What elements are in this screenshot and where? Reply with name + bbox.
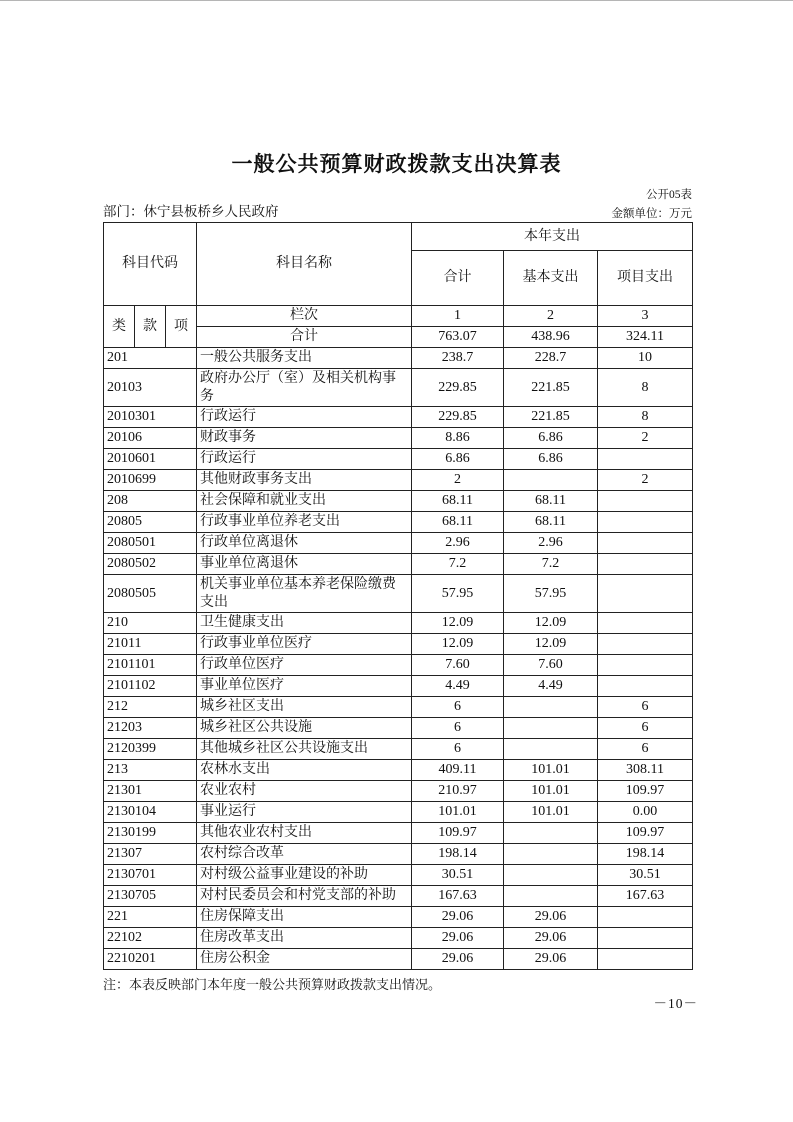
table-body bbox=[104, 348, 693, 970]
header-class: 类 bbox=[104, 306, 135, 348]
table-row bbox=[104, 907, 693, 928]
row-basic-cell bbox=[504, 823, 598, 844]
table-row bbox=[104, 655, 693, 676]
row-code-cell: 221 bbox=[104, 907, 197, 928]
row-basic-cell: 4.49 bbox=[504, 676, 598, 697]
row-name-cell: 住房保障支出 bbox=[197, 907, 412, 928]
row-code-cell: 20805 bbox=[104, 512, 197, 533]
row-total-cell: 229.85 bbox=[412, 407, 504, 428]
header-row-columns bbox=[104, 306, 693, 327]
table-row bbox=[104, 886, 693, 907]
row-name-cell: 城乡社区公共设施 bbox=[197, 718, 412, 739]
row-project-cell bbox=[598, 907, 693, 928]
row-project-cell bbox=[598, 449, 693, 470]
row-code-cell: 2080505 bbox=[104, 575, 197, 613]
header-basic: 基本支出 bbox=[504, 251, 598, 306]
row-name-cell: 农林水支出 bbox=[197, 760, 412, 781]
row-basic-cell: 7.60 bbox=[504, 655, 598, 676]
page-title: 一般公共预算财政拨款支出决算表 bbox=[231, 152, 562, 176]
row-total-cell: 4.49 bbox=[412, 676, 504, 697]
row-basic-cell bbox=[504, 718, 598, 739]
header-row-group-1 bbox=[104, 223, 693, 251]
row-project-cell: 8 bbox=[598, 407, 693, 428]
row-total-cell: 229.85 bbox=[412, 369, 504, 407]
row-code-cell: 2080501 bbox=[104, 533, 197, 554]
row-total-cell: 29.06 bbox=[412, 949, 504, 970]
unit-label: 金额单位：万元 bbox=[611, 208, 692, 220]
header-project: 项目支出 bbox=[598, 251, 693, 306]
table-row bbox=[104, 428, 693, 449]
row-name-cell: 政府办公厅（室）及相关机构事务 bbox=[197, 369, 412, 407]
table-row bbox=[104, 575, 693, 613]
row-project-cell: 109.97 bbox=[598, 781, 693, 802]
row-project-cell: 8 bbox=[598, 369, 693, 407]
row-name-cell: 农村综合改革 bbox=[197, 844, 412, 865]
row-basic-cell bbox=[504, 697, 598, 718]
row-name-cell: 行政单位医疗 bbox=[197, 655, 412, 676]
row-name-cell: 行政运行 bbox=[197, 407, 412, 428]
table-row bbox=[104, 760, 693, 781]
row-basic-cell bbox=[504, 470, 598, 491]
row-project-cell bbox=[598, 634, 693, 655]
row-project-cell: 109.97 bbox=[598, 823, 693, 844]
row-code-cell: 2130701 bbox=[104, 865, 197, 886]
row-total-cell: 2 bbox=[412, 470, 504, 491]
row-name-cell: 事业单位离退休 bbox=[197, 554, 412, 575]
row-total-cell: 210.97 bbox=[412, 781, 504, 802]
row-code-cell: 2130705 bbox=[104, 886, 197, 907]
row-total-cell: 2.96 bbox=[412, 533, 504, 554]
row-name-cell: 对村级公益事业建设的补助 bbox=[197, 865, 412, 886]
page-number: －10－ bbox=[653, 996, 698, 1011]
table-note: 注：本表反映部门本年度一般公共预算财政拨款支出情况。 bbox=[103, 977, 442, 992]
row-basic-cell: 29.06 bbox=[504, 907, 598, 928]
row-project-cell: 198.14 bbox=[598, 844, 693, 865]
table-row bbox=[104, 449, 693, 470]
row-basic-cell: 101.01 bbox=[504, 781, 598, 802]
row-project-cell bbox=[598, 491, 693, 512]
table-row bbox=[104, 802, 693, 823]
grand-total-total: 763.07 bbox=[412, 327, 504, 348]
row-basic-cell: 7.2 bbox=[504, 554, 598, 575]
row-basic-cell: 221.85 bbox=[504, 407, 598, 428]
table-row bbox=[104, 781, 693, 802]
row-code-cell: 2130104 bbox=[104, 802, 197, 823]
header-subject-code: 科目代码 bbox=[104, 223, 197, 306]
row-total-cell: 57.95 bbox=[412, 575, 504, 613]
row-name-cell: 机关事业单位基本养老保险缴费支出 bbox=[197, 575, 412, 613]
row-name-cell: 一般公共服务支出 bbox=[197, 348, 412, 369]
row-name-cell: 社会保障和就业支出 bbox=[197, 491, 412, 512]
table-row bbox=[104, 718, 693, 739]
row-name-cell: 行政事业单位医疗 bbox=[197, 634, 412, 655]
row-name-cell: 其他城乡社区公共设施支出 bbox=[197, 739, 412, 760]
row-project-cell: 10 bbox=[598, 348, 693, 369]
header-section: 款 bbox=[135, 306, 166, 348]
row-basic-cell: 12.09 bbox=[504, 613, 598, 634]
row-code-cell: 2210201 bbox=[104, 949, 197, 970]
grand-total-basic: 438.96 bbox=[504, 327, 598, 348]
row-code-cell: 210 bbox=[104, 613, 197, 634]
row-project-cell bbox=[598, 533, 693, 554]
row-basic-cell: 57.95 bbox=[504, 575, 598, 613]
table-row bbox=[104, 844, 693, 865]
row-project-cell bbox=[598, 928, 693, 949]
row-basic-cell bbox=[504, 886, 598, 907]
header-item: 项 bbox=[166, 306, 197, 348]
table-row bbox=[104, 533, 693, 554]
row-basic-cell: 2.96 bbox=[504, 533, 598, 554]
row-code-cell: 212 bbox=[104, 697, 197, 718]
row-code-cell: 2130199 bbox=[104, 823, 197, 844]
row-name-cell: 事业运行 bbox=[197, 802, 412, 823]
row-basic-cell bbox=[504, 865, 598, 886]
table-row bbox=[104, 865, 693, 886]
row-basic-cell: 6.86 bbox=[504, 449, 598, 470]
table-row bbox=[104, 512, 693, 533]
row-code-cell: 213 bbox=[104, 760, 197, 781]
row-name-cell: 卫生健康支出 bbox=[197, 613, 412, 634]
header-column-number-1: 1 bbox=[412, 306, 504, 327]
row-code-cell: 2010699 bbox=[104, 470, 197, 491]
row-project-cell: 6 bbox=[598, 697, 693, 718]
row-basic-cell: 29.06 bbox=[504, 949, 598, 970]
row-total-cell: 109.97 bbox=[412, 823, 504, 844]
row-total-cell: 68.11 bbox=[412, 512, 504, 533]
row-code-cell: 2080502 bbox=[104, 554, 197, 575]
header-column-number-3: 3 bbox=[598, 306, 693, 327]
row-basic-cell: 12.09 bbox=[504, 634, 598, 655]
table-row bbox=[104, 676, 693, 697]
header-subject-name: 科目名称 bbox=[197, 223, 412, 306]
row-total-cell: 8.86 bbox=[412, 428, 504, 449]
row-name-cell: 行政单位离退休 bbox=[197, 533, 412, 554]
row-project-cell: 6 bbox=[598, 718, 693, 739]
row-code-cell: 20103 bbox=[104, 369, 197, 407]
grand-total-project: 324.11 bbox=[598, 327, 693, 348]
row-name-cell: 住房公积金 bbox=[197, 949, 412, 970]
table-row bbox=[104, 823, 693, 844]
page-top-edge bbox=[0, 0, 793, 1]
row-project-cell: 2 bbox=[598, 470, 693, 491]
row-name-cell: 城乡社区支出 bbox=[197, 697, 412, 718]
row-code-cell: 2010601 bbox=[104, 449, 197, 470]
row-total-cell: 29.06 bbox=[412, 907, 504, 928]
header-current-year: 本年支出 bbox=[412, 223, 693, 251]
row-project-cell: 30.51 bbox=[598, 865, 693, 886]
row-basic-cell: 221.85 bbox=[504, 369, 598, 407]
row-total-cell: 238.7 bbox=[412, 348, 504, 369]
budget-table-container bbox=[103, 222, 692, 993]
table-row bbox=[104, 369, 693, 407]
row-project-cell bbox=[598, 554, 693, 575]
row-project-cell: 308.11 bbox=[598, 760, 693, 781]
row-total-cell: 7.2 bbox=[412, 554, 504, 575]
row-total-cell: 6.86 bbox=[412, 449, 504, 470]
row-code-cell: 2101101 bbox=[104, 655, 197, 676]
row-code-cell: 21203 bbox=[104, 718, 197, 739]
row-total-cell: 6 bbox=[412, 697, 504, 718]
row-total-cell: 101.01 bbox=[412, 802, 504, 823]
table-row bbox=[104, 949, 693, 970]
row-basic-cell: 228.7 bbox=[504, 348, 598, 369]
row-total-cell: 409.11 bbox=[412, 760, 504, 781]
row-name-cell: 对村民委员会和村党支部的补助 bbox=[197, 886, 412, 907]
row-code-cell: 22102 bbox=[104, 928, 197, 949]
row-total-cell: 12.09 bbox=[412, 613, 504, 634]
row-total-cell: 6 bbox=[412, 718, 504, 739]
header-total: 合计 bbox=[412, 251, 504, 306]
budget-table bbox=[103, 222, 693, 970]
row-basic-cell: 29.06 bbox=[504, 928, 598, 949]
row-total-cell: 198.14 bbox=[412, 844, 504, 865]
table-row bbox=[104, 491, 693, 512]
table-code-label: 公开05表 bbox=[646, 189, 692, 201]
row-project-cell bbox=[598, 655, 693, 676]
row-code-cell: 21301 bbox=[104, 781, 197, 802]
row-name-cell: 其他财政事务支出 bbox=[197, 470, 412, 491]
row-basic-cell: 101.01 bbox=[504, 802, 598, 823]
row-basic-cell bbox=[504, 844, 598, 865]
table-row bbox=[104, 348, 693, 369]
table-header bbox=[104, 223, 693, 348]
row-total-cell: 6 bbox=[412, 739, 504, 760]
row-name-cell: 行政运行 bbox=[197, 449, 412, 470]
row-name-cell: 财政事务 bbox=[197, 428, 412, 449]
row-basic-cell: 6.86 bbox=[504, 428, 598, 449]
row-project-cell: 2 bbox=[598, 428, 693, 449]
row-name-cell: 行政事业单位养老支出 bbox=[197, 512, 412, 533]
row-total-cell: 68.11 bbox=[412, 491, 504, 512]
row-name-cell: 农业农村 bbox=[197, 781, 412, 802]
row-name-cell: 其他农业农村支出 bbox=[197, 823, 412, 844]
row-code-cell: 208 bbox=[104, 491, 197, 512]
row-project-cell bbox=[598, 949, 693, 970]
row-basic-cell bbox=[504, 739, 598, 760]
row-name-cell: 事业单位医疗 bbox=[197, 676, 412, 697]
table-row bbox=[104, 697, 693, 718]
table-row bbox=[104, 634, 693, 655]
row-project-cell: 167.63 bbox=[598, 886, 693, 907]
row-name-cell: 住房改革支出 bbox=[197, 928, 412, 949]
row-total-cell: 7.60 bbox=[412, 655, 504, 676]
row-total-cell: 30.51 bbox=[412, 865, 504, 886]
table-row bbox=[104, 554, 693, 575]
row-project-cell bbox=[598, 676, 693, 697]
row-basic-cell: 101.01 bbox=[504, 760, 598, 781]
header-column-index-label: 栏次 bbox=[197, 306, 412, 327]
table-row bbox=[104, 739, 693, 760]
row-project-cell: 0.00 bbox=[598, 802, 693, 823]
row-code-cell: 2101102 bbox=[104, 676, 197, 697]
row-code-cell: 21011 bbox=[104, 634, 197, 655]
row-basic-cell: 68.11 bbox=[504, 491, 598, 512]
row-code-cell: 20106 bbox=[104, 428, 197, 449]
department-label: 部门：休宁县板桥乡人民政府 bbox=[103, 204, 279, 219]
row-code-cell: 2010301 bbox=[104, 407, 197, 428]
row-project-cell bbox=[598, 613, 693, 634]
row-project-cell bbox=[598, 512, 693, 533]
row-total-cell: 29.06 bbox=[412, 928, 504, 949]
header-column-number-2: 2 bbox=[504, 306, 598, 327]
row-code-cell: 2120399 bbox=[104, 739, 197, 760]
table-row bbox=[104, 928, 693, 949]
row-project-cell bbox=[598, 575, 693, 613]
row-code-cell: 201 bbox=[104, 348, 197, 369]
row-total-cell: 12.09 bbox=[412, 634, 504, 655]
table-row bbox=[104, 470, 693, 491]
row-total-cell: 167.63 bbox=[412, 886, 504, 907]
grand-total-label: 合计 bbox=[197, 327, 412, 348]
row-code-cell: 21307 bbox=[104, 844, 197, 865]
row-project-cell: 6 bbox=[598, 739, 693, 760]
table-row bbox=[104, 407, 693, 428]
row-basic-cell: 68.11 bbox=[504, 512, 598, 533]
table-row bbox=[104, 613, 693, 634]
